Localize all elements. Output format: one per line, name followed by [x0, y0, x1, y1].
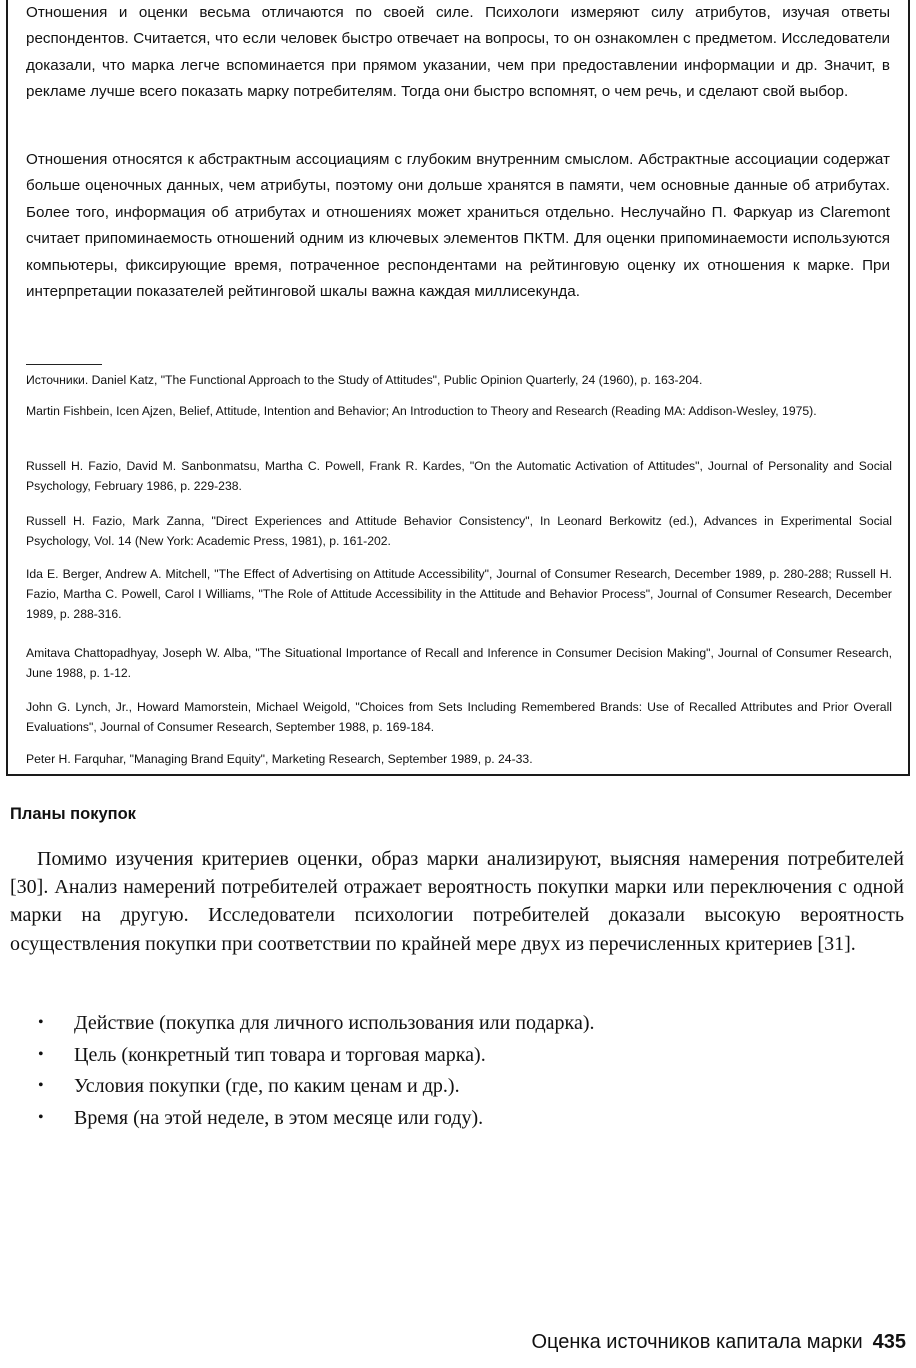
criteria-list	[38, 1009, 595, 1135]
source-4: Russell H. Fazio, Mark Zanna, "Direct Experiences and Attitude Behavior Consistency", In Leonard Berkowitz (ed.), Advances in Experimental Social Psychology, Vol. 14 (New York: Academic Press, 1981), p. 161-202.	[26, 514, 892, 548]
page-footer	[531, 1331, 906, 1354]
source-5: Ida E. Berger, Andrew A. Mitchell, "The Effect of Advertising on Attitude Accessibility", Journal of Consumer Research, December 1989, p. 280-288; Russell H. Fazio, Martha C. Powell, Carol I Williams, "The Role of Attitude Accessibility in the Attitude and Behavior Process", Journal of Consumer Research, December 1989, p. 288-316.	[26, 567, 892, 621]
list-item-text: Условия покупки (где, по каким ценам и др.).	[74, 1075, 460, 1097]
sidebar-box	[6, 0, 910, 776]
list-item	[38, 1104, 595, 1136]
box-paragraph-2: Отношения относятся к абстрактным ассоциациям с глубоким внутренним смыслом. Абстрактные ассоциации содержат больше оценочных данных, чем атрибуты, поэтому они дольше хранятся в памяти, чем основные данные об атрибутах. Более того, информация об атрибутах и отношениях может храниться отдельно. Неслучайно П. Фаркуар из Claremont считает припоминаемость отношений одним из ключевых элементов ПКТМ. Для оценки припоминаемости используются компьютеры, фиксирующие время, потраченное респондентами на рейтинговую оценку их отношения к марке. При интерпретации показателей рейтинговой шкалы важна каждая миллисекунда.	[26, 151, 890, 301]
bullet-icon: •	[38, 1108, 44, 1126]
source-7: John G. Lynch, Jr., Howard Mamorstein, Michael Weigold, "Choices from Sets Including Remembered Brands: Use of Recalled Attributes and Prior Overall Evaluations", Journal of Consumer Research, September 1988, p. 169-184.	[26, 700, 892, 734]
source-1	[26, 370, 892, 390]
source-6: Amitava Chattopadhyay, Joseph W. Alba, "The Situational Importance of Recall and Inference in Consumer Decision Making", Journal of Consumer Research, June 1988, p. 1-12.	[26, 646, 892, 680]
source-2: Martin Fishbein, Icen Ajzen, Belief, Attitude, Intention and Behavior; An Introduction to Theory and Research (Reading MA: Addison-Wesley, 1975).	[26, 404, 817, 418]
footnote-rule	[26, 364, 102, 365]
list-item	[38, 1072, 595, 1104]
list-item-text: Цель (конкретный тип товара и торговая марка).	[74, 1043, 486, 1066]
bullet-icon: •	[38, 1045, 44, 1063]
list-item	[38, 1041, 595, 1073]
section-heading: Планы покупок	[10, 805, 136, 823]
source-8: Peter H. Farquhar, "Managing Brand Equity", Marketing Research, September 1989, p. 24-33.	[26, 752, 533, 766]
list-item-text: Действие (покупка для личного использования или подарка).	[74, 1012, 595, 1034]
list-item-text: Время (на этой неделе, в этом месяце или году).	[74, 1106, 484, 1129]
source-1-text: Daniel Katz, "The Functional Approach to the Study of Attitudes", Public Opinion Quarterly, 24 (1960), p. 163-204.	[91, 373, 703, 387]
source-3: Russell H. Fazio, David M. Sanbonmatsu, Martha C. Powell, Frank R. Kardes, "On the Automatic Activation of Attitudes", Journal of Personality and Social Psychology, February 1986, p. 229-238.	[26, 459, 892, 493]
box-paragraph-1: Отношения и оценки весьма отличаются по своей силе. Психологи измеряют силу атрибутов, изучая ответы респондентов. Считается, что если человек быстро отвечает на вопросы, то он ознакомлен с предметом. Исследователи доказали, что марка легче вспоминается при прямом указании, чем при предоставлении информации и др. Значит, в рекламе лучше всего показать марку потребителям. Тогда они быстро вспомнят, о чем речь, и сделают свой выбор.	[26, 4, 890, 101]
page-number: 435	[872, 1331, 906, 1353]
body-paragraph: Помимо изучения критериев оценки, образ марки анализируют, выясняя намерения потребителей [30]. Анализ намерений потребителей отражает вероятность покупки марки или переключения с одной марки на другую. Исследователи психологии потребителей доказали высокую вероятность осуществления покупки при соответствии по крайней мере двух из перечисленных критериев [31].	[10, 848, 904, 955]
bullet-icon: •	[38, 1014, 44, 1031]
list-item	[38, 1009, 595, 1041]
sources-label: Источники.	[26, 373, 89, 387]
running-title: Оценка источников капитала марки	[531, 1331, 863, 1353]
bullet-icon: •	[38, 1077, 44, 1094]
